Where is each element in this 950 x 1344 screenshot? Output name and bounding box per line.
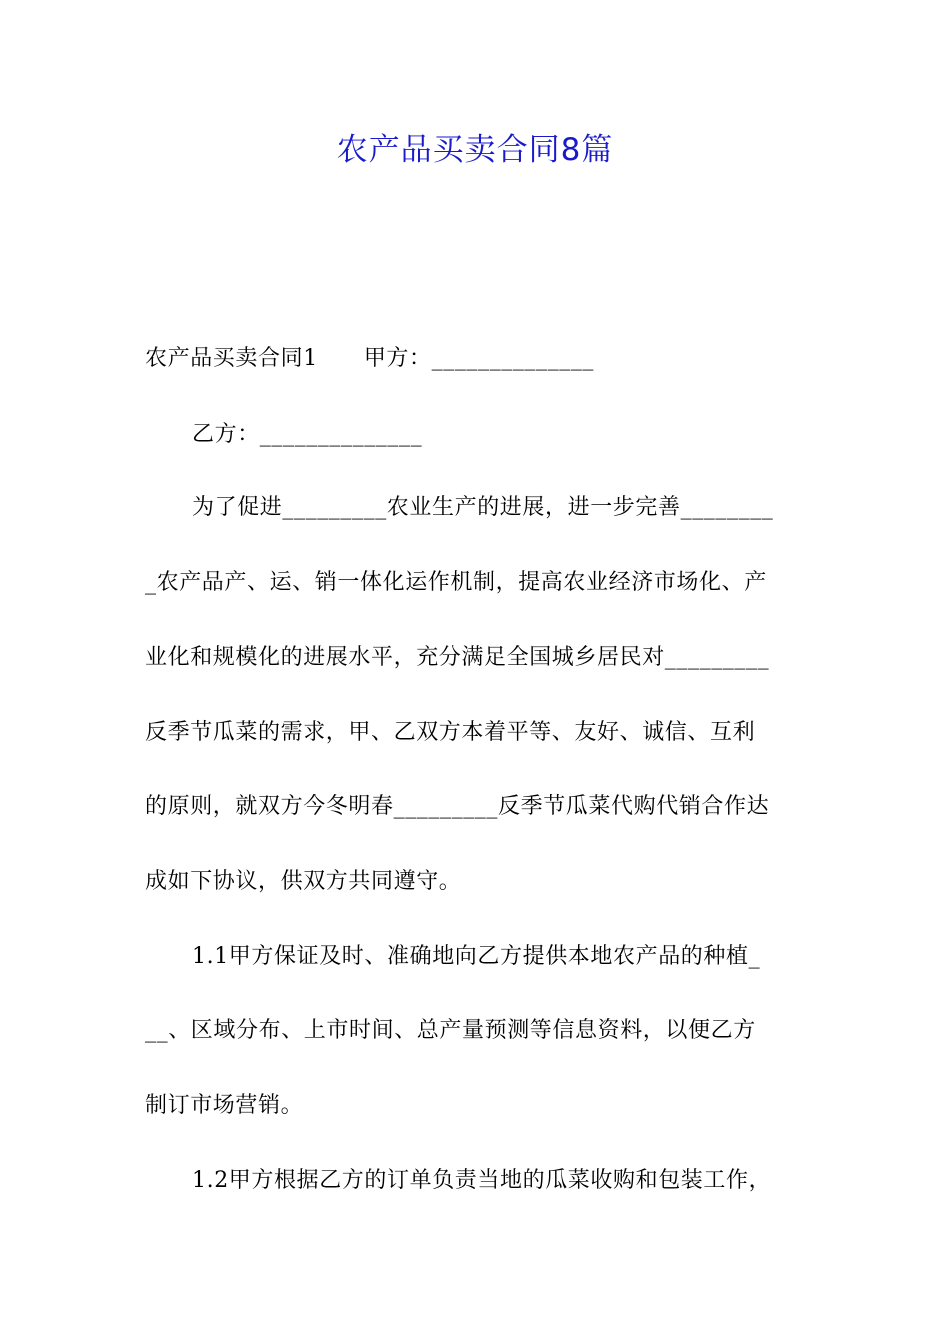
paragraph-line: 反季节瓜菜的需求，甲、乙双方本着平等、友好、诚信、互利 [145,720,756,745]
paragraph-line: 的原则，就双方今冬明春_________反季节瓜菜代购代销合作达 [145,794,770,819]
paragraph-line: 为了促进_________农业生产的进展，进一步完善________ [192,495,774,520]
party-b-field: 乙方：______________ [192,422,423,447]
clause-line: __、区域分布、上市时间、总产量预测等信息资料，以便乙方 [145,1018,756,1043]
paragraph-line: 业化和规模化的进展水平，充分满足全国城乡居民对_________ [145,645,770,670]
clause-line: 1.2甲方根据乙方的订单负责当地的瓜菜收购和包装工作， [192,1168,772,1193]
party-a-field: 甲方：______________ [363,346,595,371]
paragraph-line: 成如下协议，供双方共同遵守。 [145,869,462,894]
paragraph-line: _农产品产、运、销一体化运作机制，提高农业经济市场化、产 [145,570,767,595]
document-title: 农产品买卖合同8篇 [336,132,614,168]
clause-line: 1.1甲方保证及时、准确地向乙方提供本地农产品的种植_ [192,944,761,969]
contract-heading-line [145,344,594,374]
clause-line: 制订市场营销。 [145,1093,304,1118]
contract-number-label: 农产品买卖合同1 [145,346,318,371]
